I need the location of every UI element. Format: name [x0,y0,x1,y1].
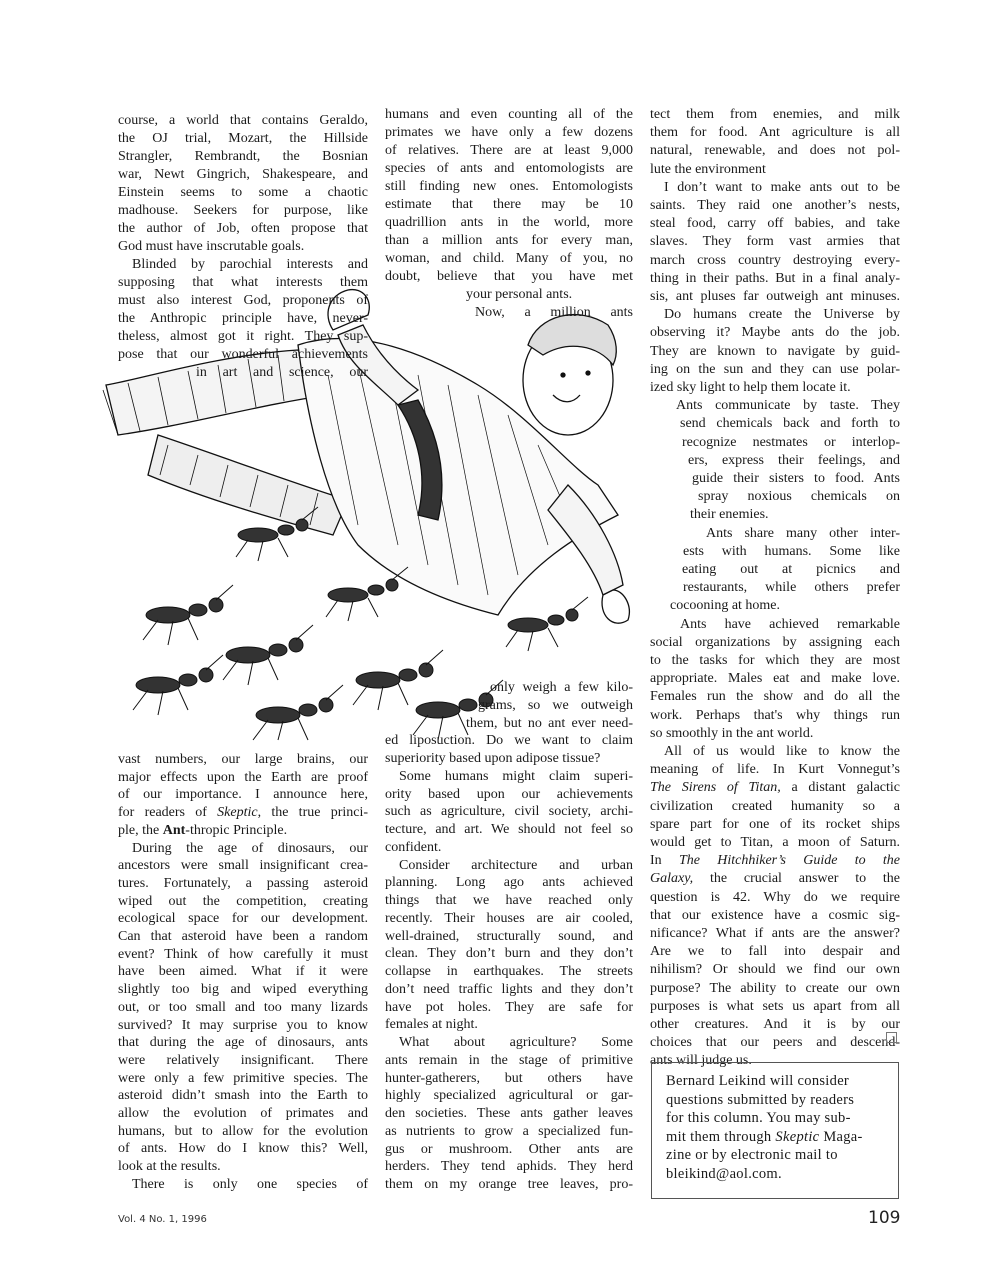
text-line: well-drained, structurally sound, and [385,928,633,944]
text-line: den societies. These ants gather leaves [385,1106,633,1121]
text-line: During the age of dinosaurs, our [132,840,368,856]
text-line: species of ants and entomologists are [385,161,633,176]
text-line: such as agriculture, civil society, archi- [385,804,633,820]
text-line: Do humans create the Universe by [664,307,900,323]
text-line: question is 42. Why do we require [650,889,900,905]
text-run: mit them through [666,1128,776,1145]
text-line: estimate that there may be 10 [385,197,633,212]
text-line: send chemicals back and forth to [680,416,900,432]
text-line: that our existence have a cosmic sig- [650,907,900,923]
text-line: asteroid didn’t smash into the Earth to [118,1088,368,1104]
text-line: confident. [385,839,442,855]
text-run: -thropic Principle. [185,822,288,838]
text-line: of our importance. I announce here, [118,787,368,803]
text-line: recognize nestmates or interlop- [682,434,900,450]
text-line: major effects upon the Earth are proof [118,769,368,785]
text-line: grams, so we outweigh [478,697,633,713]
italic-text: Skeptic [775,1128,820,1145]
text-line: them for food. Ant agriculture is all [650,125,900,141]
text-run: In [650,853,679,869]
text-line: madhouse. Seekers for purpose, like [118,203,368,218]
text-line: saints. They raid one another’s nests, [650,198,900,213]
text-line: Ants communicate by taste. They [676,398,900,414]
text-line: the Anthropic principle have, never- [118,311,368,326]
text-line: females at night. [385,1017,478,1033]
text-line: civilization created humanity so a [650,798,900,814]
author-box-line: questions submitted by readers [666,1091,855,1108]
text-run: for readers of [118,805,218,821]
author-box-line: zine or by electronic mail to [666,1147,838,1163]
text-line: All of us would like to know the [664,744,900,759]
text-line: steal food, carry off babies, and take [650,216,900,232]
text-line: them, but no ant ever need- [466,715,633,731]
text-line: God must have inscrutable goals. [118,239,305,254]
text-line: ancestors were small insignificant crea- [118,858,368,874]
text-line: the OJ trial, Mozart, the Hillside [118,131,368,146]
author-box-line: for this column. You may sub- [666,1110,851,1126]
text-line: Can that asteroid have been a random [118,929,368,944]
text-line: look at the results. [118,1159,221,1175]
text-line: survived? It may surprise you to know [118,1017,368,1033]
text-run: the crucial answer to the [693,871,900,887]
text-line: I don’t want to make ants out to be [664,179,900,195]
text-line: They are known to navigate by guid- [650,343,900,359]
text-line: wiped out the competition, creating [118,893,368,909]
text-run: , the true princi- [257,805,369,821]
text-line: to the tasks for which they are most [650,653,900,668]
text-line: Blinded by parochial interests and [132,257,368,272]
italic-text: The Sirens of Titan, [650,780,781,796]
text-line: cocooning at home. [670,598,781,614]
text-line: don’t need traffic lights and they don’t [385,981,633,997]
text-line: Ants have achieved remarkable [680,616,900,632]
text-line: primates we have only a few dozens [385,125,633,140]
text-line: pose that our wonderful achievements [118,347,368,362]
author-box-line: bleikind@aol.com. [666,1165,782,1182]
italic-text: The Hitchhiker’s Guide to the [678,853,900,869]
author-box-line: Bernard Leikind will consider [666,1073,850,1089]
text-line: allow the evolution of primates and [118,1106,368,1121]
text-line: Strangler, Rembrandt, the Bosnian [118,149,368,164]
text-line: planning. Long ago ants achieved [385,875,633,891]
text-line: eating out at picnics and [682,562,900,577]
text-line [118,822,368,839]
text-line: ing on the sun and they can use polar- [650,361,900,377]
text-line: superiority based upon adipose tissue? [385,751,601,766]
text-line: vast numbers, our large brains, our [118,752,368,767]
text-line: have been aimed. What if it were [118,964,368,980]
text-line: ests with humans. Some like [683,543,900,559]
text-line: doubt, believe that you have met [385,269,633,284]
text-line: in art and science, our [196,365,368,380]
text-line: gus or mushroom. Other ants are [385,1141,633,1157]
text-line: Some humans might claim superi- [399,768,633,784]
text-line: ecological space for our development. [118,911,368,927]
text-line: spray noxious chemicals on [698,489,900,505]
text-line: so smoothly in the ant world. [650,725,814,741]
text-line: must also interest God, proponents of [118,293,368,308]
text-line: out, or too small and too many lizards [118,999,368,1015]
author-box-line [666,1128,863,1146]
text-line: them on my orange tree leaves, pro- [385,1177,633,1192]
text-line: war, Newt Gingrich, Shakespeare, and [118,167,368,182]
text-line: would get to Titan, a moon of Saturn. [650,835,900,850]
text-line: ants will judge us. [650,1053,752,1069]
text-line: other creatures. And it is by our [650,1017,900,1032]
text-line: ized sky light to help them locate it. [650,380,851,395]
text-line: were relatively insignificant. There [118,1052,368,1068]
text-line: nihilism? Or should we find our own [650,962,900,978]
text-line: theless, almost got it right. They sup- [118,329,368,344]
text-line [650,870,900,887]
text-line: still finding new ones. Entomologists [385,179,633,194]
text-line: Ants share many other inter- [706,525,900,541]
text-line: ants remain in the stage of primitive [385,1052,633,1068]
text-line: supposing that what interests them [118,275,368,290]
text-line: ers, express their feelings, and [688,452,900,468]
text-line: thing in their paths. But in a final analy- [650,270,900,286]
text-line: Einstein seems to some a chaotic [118,185,368,200]
text-line: were only a few primitive species. The [118,1070,368,1086]
issue-info: Vol. 4 No. 1, 1996 [118,1214,207,1225]
text-line: purpose? The ability to create our own [650,980,900,996]
text-line: slaves. They form vast armies that [650,234,900,250]
text-line: humans and even counting all of the [385,107,633,122]
text-line: quadrillion ants in the world, more [385,215,633,230]
text-line: Now, a million ants [475,305,633,320]
text-line: ed liposuction. Do we want to claim [385,733,633,749]
text-line: humans, but to allow for the evolution [118,1123,368,1139]
text-line: lute the environment [650,161,766,177]
text-line: choices that our peers and descend- [650,1035,900,1051]
text-line: things that we have reached only [385,893,633,908]
text-line: have pot holes. They are safe for [385,999,633,1015]
text-line: recently. Their houses are air cooled, [385,910,633,926]
text-line: tecture, and art. We should not feel so [385,822,633,837]
ant-drawing [143,585,233,645]
text-line: hunter-gatherers, but others have [385,1070,633,1086]
text-line [650,852,900,869]
text-line: work. Perhaps that's why things run [650,707,900,723]
text-line: herders. They tend aphids. They herd [385,1159,633,1175]
text-line: Are we to fall into despair and [650,944,900,960]
text-line: natural, renewable, and does not pol- [650,143,900,159]
text-line: nificance? What if ants are the answer? [650,926,900,941]
text-line: event? Think of how carefully it must [118,946,368,962]
text-line: course, a world that contains Geraldo, [118,113,368,128]
text-line: that during the age of dinosaurs, ants [118,1035,368,1051]
text-line: clean. They don’t burn and they don’t [385,946,633,962]
text-run: a distant galactic [780,780,900,796]
text-line: of ants. How do I know this? Well, [118,1141,368,1157]
italic-text: Galaxy, [650,871,694,887]
text-line: of relatives. There are at least 9,000 [385,143,633,158]
text-line: your personal ants. [466,287,573,302]
text-line: There is only one species of [132,1176,368,1192]
bold-text: Ant [162,822,186,838]
text-line: the author of Job, often propose that [118,221,368,236]
text-line: social organizations by assigning each [650,634,900,650]
text-line: their enemies. [690,507,769,523]
text-line: tures. Fortunately, a passing asteroid [118,875,368,891]
page-number: 109 [868,1208,901,1228]
text-line: purposes is what sets us apart from all [650,998,900,1014]
text-line: as nutrients to grow a specialized fun- [385,1123,633,1139]
text-line: restaurants, while others prefer [683,580,900,596]
text-line: observing it? Maybe ants do the job. [650,325,900,341]
text-line: collapse in earthquakes. The streets [385,964,633,979]
end-of-article-mark [886,1032,897,1043]
text-line: ority based upon our achievements [385,786,633,802]
text-line: slightly too big and wiped everything [118,982,368,998]
text-run: Maga- [819,1128,863,1145]
text-run: ple, the [118,822,163,838]
text-line: than a million ants for every man, [385,233,633,248]
text-line [118,804,368,821]
text-line: woman, and child. Many of you, no [385,251,633,266]
text-line: only weigh a few kilo- [490,680,633,695]
text-line: tect them from enemies, and milk [650,107,900,122]
text-line: guide their sisters to food. Ants [692,471,900,486]
text-line: spare part for one of its rocket ships [650,816,900,832]
text-line: Females run the show and do all the [650,689,900,705]
text-line: What about agriculture? Some [399,1035,633,1050]
text-line [650,779,900,796]
text-line: highly specialized agricultural or gar- [385,1088,633,1104]
text-line: march cross country destroying every- [650,252,900,268]
italic-text: Skeptic [217,805,258,821]
text-line: Consider architecture and urban [399,857,633,873]
text-line: sis, ant pluses far outweigh ant minuses. [650,289,900,304]
text-line: appropriate. Males eat and make love. [650,671,900,687]
text-line: meaning of life. In Kurt Vonnegut’s [650,762,900,778]
